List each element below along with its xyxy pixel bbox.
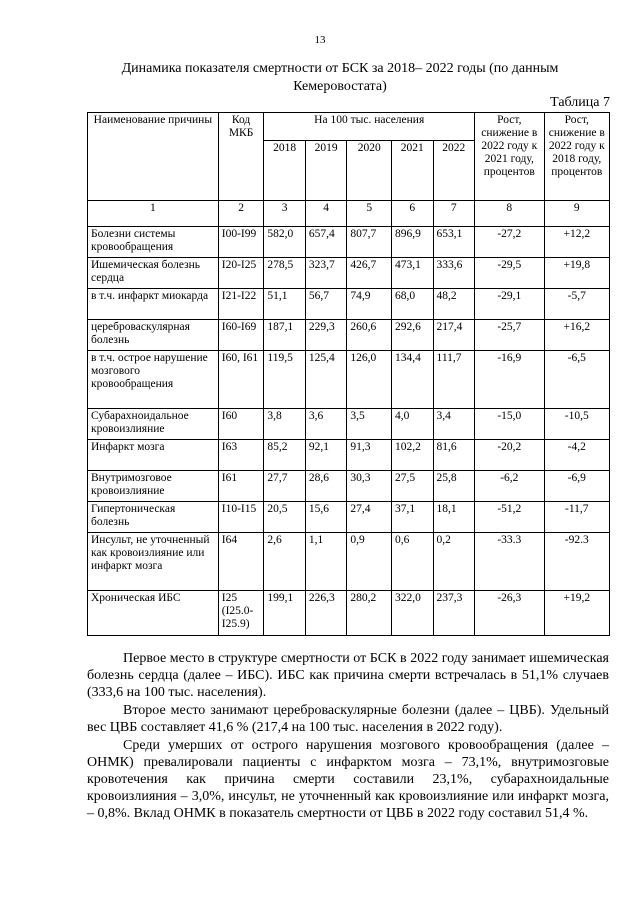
cell-value: +12,2	[544, 227, 609, 258]
cell-value: 119,5	[264, 351, 306, 409]
cell-value: 226,3	[305, 591, 347, 636]
cell-icd-code: I10-I15	[218, 502, 264, 533]
cell-value: 28,6	[305, 471, 347, 502]
header-year: 2021	[392, 141, 434, 201]
column-number: 1	[88, 201, 219, 227]
cell-value: 125,4	[305, 351, 347, 409]
cell-icd-code: I25 (I25.0-I25.9)	[218, 591, 264, 636]
paragraph: Первое место в структуре смертности от БСК в 2022 году занимает ишемическая болезнь сердца (далее – ИБС). ИБС как причина смерти встречалась в 51,1% случаев (333,6 на 100 тыс. населения).	[87, 651, 609, 700]
header-per100k: На 100 тыс. населения	[264, 113, 475, 141]
cell-icd-code: I60, I61	[218, 351, 264, 409]
table-row	[88, 320, 610, 351]
header-year: 2022	[433, 141, 475, 201]
cell-icd-code: I63	[218, 440, 264, 471]
header-growth-2021: Рост, снижение в 2022 году к 2021 году, процентов	[475, 113, 545, 201]
cell-value: 126,0	[347, 351, 392, 409]
cell-cause-name: Ишемическая болезнь сердца	[88, 258, 219, 289]
cell-cause-name: в т.ч. острое нарушение мозгового кровообращения	[88, 351, 219, 409]
cell-value: -10,5	[544, 409, 609, 440]
cell-cause-name: в т.ч. инфаркт миокарда	[88, 289, 219, 320]
cell-value: -16,9	[475, 351, 545, 409]
cell-value: 20,5	[264, 502, 306, 533]
cell-value: 292,6	[392, 320, 434, 351]
cell-value: -6,5	[544, 351, 609, 409]
cell-value: 68,0	[392, 289, 434, 320]
cell-value: 1,1	[305, 533, 347, 591]
cell-value: 582,0	[264, 227, 306, 258]
table-caption: Таблица 7	[550, 95, 610, 110]
cell-value: 896,9	[392, 227, 434, 258]
cell-value: 653,1	[433, 227, 475, 258]
mortality-table	[87, 112, 610, 636]
cell-value: 260,6	[347, 320, 392, 351]
table-row	[88, 591, 610, 636]
header-code: Код МКБ	[218, 113, 264, 201]
column-number: 8	[475, 201, 545, 227]
cell-value: +19,2	[544, 591, 609, 636]
cell-value: 74,9	[347, 289, 392, 320]
cell-value: -5,7	[544, 289, 609, 320]
cell-value: 27,7	[264, 471, 306, 502]
cell-value: 3,4	[433, 409, 475, 440]
cell-cause-name: Субарахноидальное кровоизлияние	[88, 409, 219, 440]
cell-value: 807,7	[347, 227, 392, 258]
cell-value: 85,2	[264, 440, 306, 471]
cell-value: -26,3	[475, 591, 545, 636]
cell-value: 278,5	[264, 258, 306, 289]
cell-value: 280,2	[347, 591, 392, 636]
table-row	[88, 289, 610, 320]
cell-value: 3,8	[264, 409, 306, 440]
cell-value: -20,2	[475, 440, 545, 471]
cell-icd-code: I60-I69	[218, 320, 264, 351]
table-row	[88, 471, 610, 502]
cell-value: -29,5	[475, 258, 545, 289]
cell-value: 25,8	[433, 471, 475, 502]
cell-cause-name: Инфаркт мозга	[88, 440, 219, 471]
table-row	[88, 409, 610, 440]
cell-icd-code: I64	[218, 533, 264, 591]
column-number: 9	[544, 201, 609, 227]
cell-value: 0,6	[392, 533, 434, 591]
cell-value: -15,0	[475, 409, 545, 440]
cell-value: 81,6	[433, 440, 475, 471]
cell-value: 48,2	[433, 289, 475, 320]
cell-value: -27,2	[475, 227, 545, 258]
table-row	[88, 351, 610, 409]
table-row	[88, 533, 610, 591]
cell-cause-name: Внутримозговое кровоизлияние	[88, 471, 219, 502]
column-number: 7	[433, 201, 475, 227]
document-title: Динамика показателя смертности от БСК за 2018– 2022 годы (по данным Кемеровостата)	[121, 61, 559, 94]
column-number: 3	[264, 201, 306, 227]
cell-value: 322,0	[392, 591, 434, 636]
cell-value: 27,5	[392, 471, 434, 502]
cell-cause-name: Гипертоническая болезнь	[88, 502, 219, 533]
cell-value: 18,1	[433, 502, 475, 533]
cell-value: 217,4	[433, 320, 475, 351]
cell-value: -92.3	[544, 533, 609, 591]
cell-value: -11,7	[544, 502, 609, 533]
header-year: 2020	[347, 141, 392, 201]
cell-cause-name: Инсульт, не уточненный как кровоизлияние или инфаркт мозга	[88, 533, 219, 591]
cell-cause-name: цереброваскулярная болезнь	[88, 320, 219, 351]
cell-value: 111,7	[433, 351, 475, 409]
cell-icd-code: I21-I22	[218, 289, 264, 320]
column-number: 2	[218, 201, 264, 227]
cell-value: 91,3	[347, 440, 392, 471]
cell-value: -25,7	[475, 320, 545, 351]
column-number: 5	[347, 201, 392, 227]
paragraph: Второе место занимают цереброваскулярные болезни (далее – ЦВБ). Удельный вес ЦВБ составляет 41,6 % (217,4 на 100 тыс. населения в 2022 году).	[87, 703, 609, 735]
cell-value: 92,1	[305, 440, 347, 471]
cell-cause-name: Болезни системы кровообращения	[88, 227, 219, 258]
cell-value: 102,2	[392, 440, 434, 471]
cell-value: -6,2	[475, 471, 545, 502]
cell-value: -6,9	[544, 471, 609, 502]
cell-value: 0,2	[433, 533, 475, 591]
table-row	[88, 227, 610, 258]
header-name: Наименование причины	[88, 113, 219, 201]
cell-icd-code: I00-I99	[218, 227, 264, 258]
cell-value: -33.3	[475, 533, 545, 591]
cell-value: 27,4	[347, 502, 392, 533]
cell-value: 4,0	[392, 409, 434, 440]
cell-value: 657,4	[305, 227, 347, 258]
cell-value: 134,4	[392, 351, 434, 409]
cell-value: 37,1	[392, 502, 434, 533]
paragraph: Среди умерших от острого нарушения мозгового кровообращения (далее – ОНМК) превалировали пациенты с инфарктом мозга – 73,1%, внутримозговые кровотечения как причина смерти составили 23,1%, субарахноидальные кровоизлияния – 3,0%, инсульт, не уточненный как кровоизлияние или инфаркт мозга, – 0,8%. Вклад ОНМК в показатель смертности от ЦВБ в 2022 году составил 51,4 %.	[87, 738, 609, 821]
cell-value: 187,1	[264, 320, 306, 351]
table-row	[88, 502, 610, 533]
table-row	[88, 440, 610, 471]
cell-value: 229,3	[305, 320, 347, 351]
cell-cause-name: Хроническая ИБС	[88, 591, 219, 636]
column-number: 6	[392, 201, 434, 227]
cell-value: 237,3	[433, 591, 475, 636]
cell-value: +16,2	[544, 320, 609, 351]
cell-value: 333,6	[433, 258, 475, 289]
header-year: 2018	[264, 141, 306, 201]
cell-value: 323,7	[305, 258, 347, 289]
cell-value: 30,3	[347, 471, 392, 502]
cell-value: 2,6	[264, 533, 306, 591]
cell-value: -29,1	[475, 289, 545, 320]
cell-value: 0,9	[347, 533, 392, 591]
cell-value: 426,7	[347, 258, 392, 289]
cell-icd-code: I61	[218, 471, 264, 502]
cell-value: 51,1	[264, 289, 306, 320]
cell-value: 3,5	[347, 409, 392, 440]
cell-value: 15,6	[305, 502, 347, 533]
cell-value: -4,2	[544, 440, 609, 471]
cell-value: 473,1	[392, 258, 434, 289]
column-number: 4	[305, 201, 347, 227]
body-text	[87, 650, 609, 823]
cell-icd-code: I60	[218, 409, 264, 440]
cell-value: 199,1	[264, 591, 306, 636]
cell-icd-code: I20-I25	[218, 258, 264, 289]
cell-value: +19,8	[544, 258, 609, 289]
header-year: 2019	[305, 141, 347, 201]
cell-value: 56,7	[305, 289, 347, 320]
header-growth-2018: Рост, снижение в 2022 году к 2018 году, процентов	[544, 113, 609, 201]
table-row	[88, 258, 610, 289]
cell-value: -51,2	[475, 502, 545, 533]
cell-value: 3,6	[305, 409, 347, 440]
page-number: 13	[314, 34, 326, 46]
